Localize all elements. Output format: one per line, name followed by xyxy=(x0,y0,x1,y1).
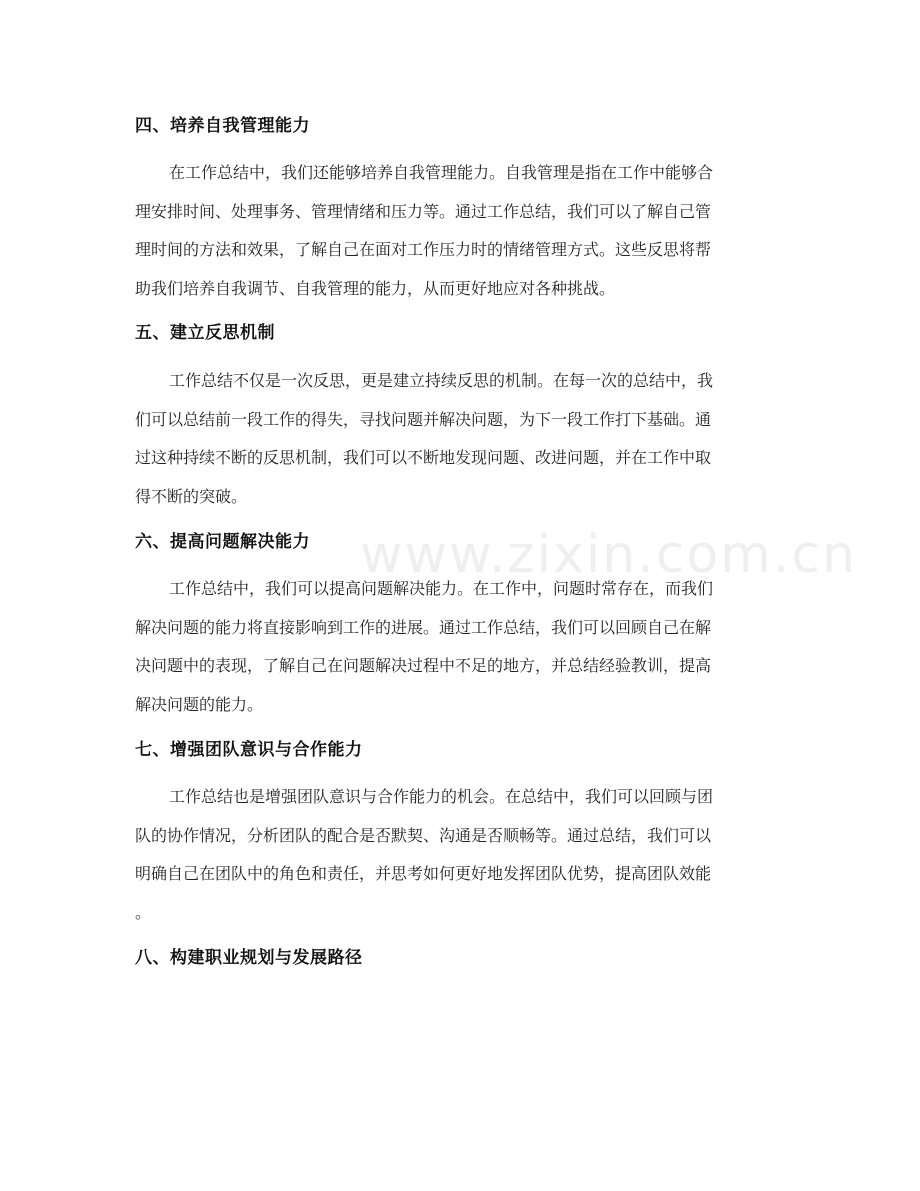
paragraph-line: 理时间的方法和效果，了解自己在面对工作压力时的情绪管理方式。这些反思将帮 xyxy=(135,240,712,259)
section-paragraph-7 xyxy=(135,778,785,932)
section-heading-7: 七、增强团队意识与合作能力 xyxy=(135,740,363,760)
paragraph-line: 解决问题的能力。 xyxy=(135,694,264,714)
paragraph-line: 工作总结也是增强团队意识与合作能力的机会。在总结中，我们可以回顾与团 xyxy=(169,787,714,806)
section-paragraph-5 xyxy=(135,362,785,516)
paragraph-line: 解决问题的能力将直接影响到工作的进展。通过工作总结，我们可以回顾自己在解 xyxy=(135,617,712,637)
paragraph-line: 。 xyxy=(135,902,152,922)
section-heading-6: 六、提高问题解决能力 xyxy=(135,532,310,552)
paragraph-line: 助我们培养自我调节、自我管理的能力，从而更好地应对各种挑战。 xyxy=(135,278,616,298)
paragraph-line: 们可以总结前一段工作的得失，寻找问题并解决问题，为下一段工作打下基础。通 xyxy=(135,409,712,429)
section-paragraph-6 xyxy=(135,570,785,724)
paragraph-line: 工作总结中，我们可以提高问题解决能力。在工作中，问题时常存在，而我们 xyxy=(169,579,714,598)
paragraph-line: 明确自己在团队中的角色和责任，并思考如何更好地发挥团队优势，提高团队效能 xyxy=(135,864,712,883)
section-paragraph-4 xyxy=(135,154,785,308)
paragraph-line: 队的协作情况，分析团队的配合是否默契、沟通是否顺畅等。通过总结，我们可以 xyxy=(135,825,712,845)
paragraph-line: 在工作总结中，我们还能够培养自我管理能力。自我管理是指在工作中能够合 xyxy=(169,163,714,182)
paragraph-line: 得不断的突破。 xyxy=(135,486,248,506)
section-heading-8: 八、构建职业规划与发展路径 xyxy=(135,948,363,968)
paragraph-line: 过这种持续不断的反思机制，我们可以不断地发现问题、改进问题，并在工作中取 xyxy=(135,448,712,467)
paragraph-line: 理安排时间、处理事务、管理情绪和压力等。通过工作总结，我们可以了解自己管 xyxy=(135,201,712,221)
section-heading-5: 五、建立反思机制 xyxy=(135,323,275,343)
paragraph-line: 决问题中的表现，了解自己在问题解决过程中不足的地方，并总结经验教训，提高 xyxy=(135,656,712,675)
watermark: www.zixin.com.cn xyxy=(360,525,857,585)
paragraph-line: 工作总结不仅是一次反思，更是建立持续反思的机制。在每一次的总结中，我 xyxy=(169,371,714,390)
section-heading-4: 四、培养自我管理能力 xyxy=(135,116,310,136)
